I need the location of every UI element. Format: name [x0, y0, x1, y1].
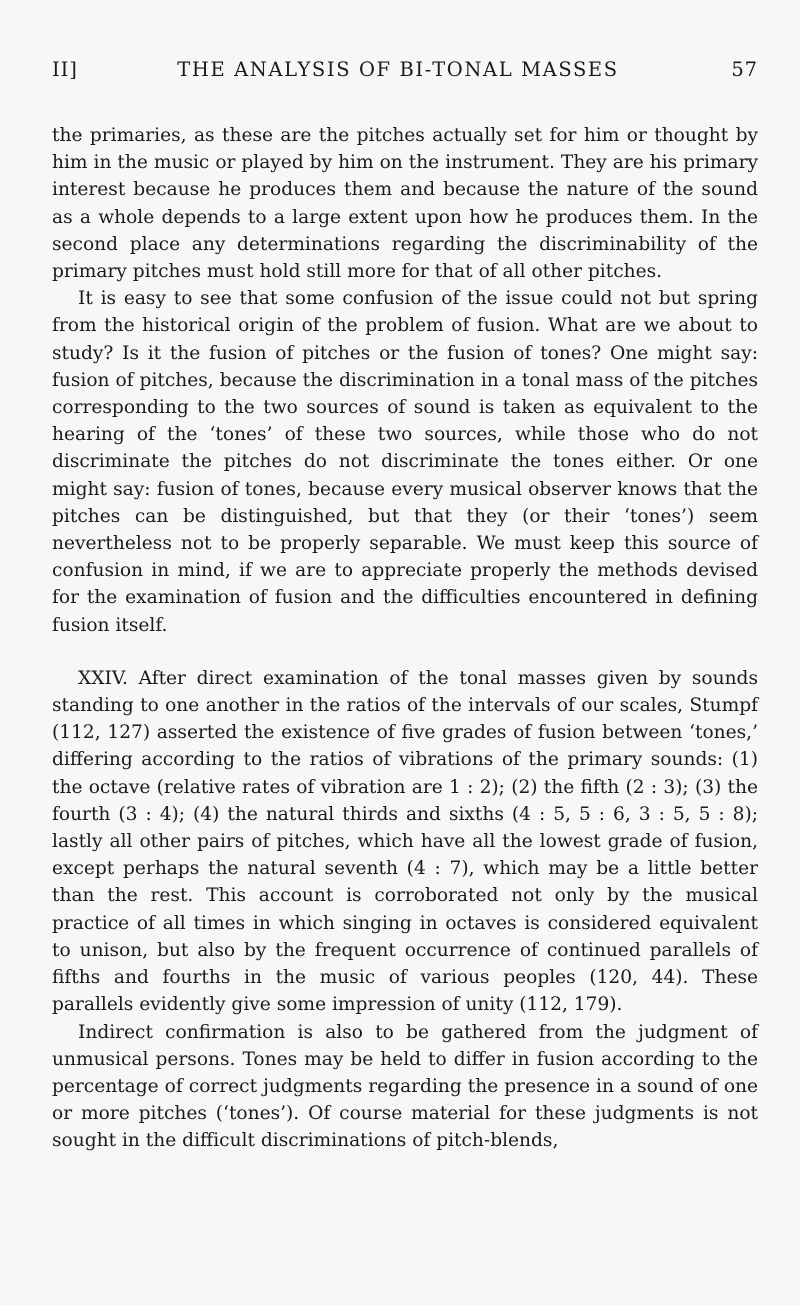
chapter-marker: II]: [52, 58, 78, 81]
paragraph-fusion-issue: It is easy to see that some confusion of the issue could not but spring from the historical origin of the problem of fusion. What are we about to study? Is it the fusion of pitches or the fusion of tones? One might say: fusion of pitches, because the discrimination in a tonal mass of the pitches corresponding to the two sources of sound is taken as equivalent to the hearing of the ‘tones’ of these two sources, while those who do not discriminate the pitches do not discriminate the tones either. Or one might say: fusion of tones, because every musical observer knows that the pitches can be distinguished, but that they (or their ‘tones’) seem nevertheless not to be properly separable. We must keep this source of confusion in mind, if we are to appreciate properly the methods devised for the examination of fusion and the difficulties encountered in defining fusion itself.: [52, 288, 758, 636]
paragraph-indirect-confirmation: Indirect confirmation is also to be gathered from the judgment of unmusical persons. Tones may be held to differ in fusion according to the percentage of correct judgments regarding the presence in a sound of one or more pitches (‘tones’). Of course material for these judgments is not sought in the difficult discriminations of pitch-blends,: [52, 1021, 758, 1152]
paragraph-section-xxiv: XXIV. After direct examination of the tonal masses given by sounds standing to one another in the ratios of the intervals of our scales, Stumpf (112, 127) asserted the existence of five grades of fusion between ‘tones,’ differing according to the ratios of vibrations of the primary sounds: (1) the octave (relative rates of vibration are 1 : 2); (2) the fifth (2 : 3); (3) the fourth (3 : 4); (4) the natural thirds and sixths (4 : 5, 5 : 6, 3 : 5, 5 : 8); lastly all other pairs of pitches, which have all the lowest grade of fusion, except perhaps the natural seventh (4 : 7), which may be a little better than the rest. This account is corroborated not only by the musical practice of all times in which singing in octaves is considered equivalent to unison, but also by the frequent occurrence of continued parallels of fifths and fourths in the music of various peoples (120, 44). These parallels evidently give some impression of unity (112, 179).: [52, 667, 758, 1016]
book-page: [52, 58, 758, 1155]
page-number: 57: [731, 58, 758, 81]
running-title: THE ANALYSIS OF BI-TONAL MASSES: [177, 58, 619, 81]
paragraph-continuation: the primaries, as these are the pitches actually set for him or thought by him in the music or played by him on the instrument. They are his primary interest because he produces them and because the nature of the sound as a whole depends to a large extent upon how he produces them. In the second place any determinations regarding the discriminability of the primary pitches must hold still more for that of all other pitches.: [52, 125, 758, 283]
body-text: [52, 122, 758, 1155]
running-header: [52, 58, 758, 94]
